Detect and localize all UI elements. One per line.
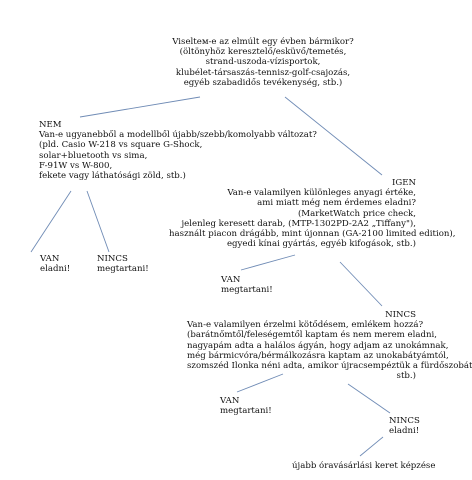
igen-branch-question: IGEN Van-e valamilyen különleges anyagi értéke, ami miatt még nem érdemes eladni? (MarketWatch price check, jelenleg keresett darab, (MTP-1302PD-2A2 „Tiffany"), használt piacon drágább, mint újonnan (GA-2100 limited edition), egyedi kínai gyártás, egyéb kifogások, stb.) bbox=[169, 178, 456, 250]
edge-root-to-nem bbox=[80, 97, 200, 117]
final-outcome: újabb óravásárlási keret képzése bbox=[292, 461, 436, 471]
nincs-branch-question: NINCS Van-e valamilyen érzelmi kötődésem, emlékem hozzá? (barátnőmtől/feleségemtől kaptam és nem merem eladni, nagyapám adta a halálos ágyán, hogy adjam az unokámnak, még bármicvóra/bérmálkozásra kaptam az unokabátyámtól, szomszéd Ilonka néni adta, amikor újracsempéztük a fürdőszobát stb.) bbox=[187, 310, 472, 382]
nincs-eladni-leaf: NINCS eladni! bbox=[389, 416, 420, 437]
van-megtartani-leaf-1: VAN megtartani! bbox=[221, 275, 273, 296]
edge-to-final bbox=[360, 437, 383, 456]
edge-igen-to-van bbox=[241, 255, 295, 270]
edge-nem-to-nincs bbox=[87, 191, 109, 252]
nincs-megtartani-leaf-1: NINCS megtartani! bbox=[97, 254, 149, 275]
edge-nincs-to-nincs bbox=[348, 384, 390, 413]
van-megtartani-leaf-2: VAN megtartani! bbox=[220, 396, 272, 417]
edge-igen-to-nincs bbox=[340, 262, 382, 306]
van-eladni-leaf: VAN eladni! bbox=[40, 254, 71, 275]
edge-nem-to-van bbox=[31, 191, 71, 252]
nem-branch-question: NEM Van-e ugyanebből a modellből újabb/szebb/komolyabb változat? (pld. Casio W-218 vs square G-Shock, solar+bluetooth vs sima, F-91W vs W-800, fekete vagy láthatósági zöld, stb.) bbox=[39, 120, 317, 182]
root-question: Viselteм-e az elmúlt egy évben bármikor? (öltönyhöz keresztelő/esküvő/temetés, strand-uszoda-vízisportok, klubélet-társaszás-tennisz-golf-csajozás, egyéb szabadidős tevékenység, stb.) bbox=[172, 37, 354, 88]
